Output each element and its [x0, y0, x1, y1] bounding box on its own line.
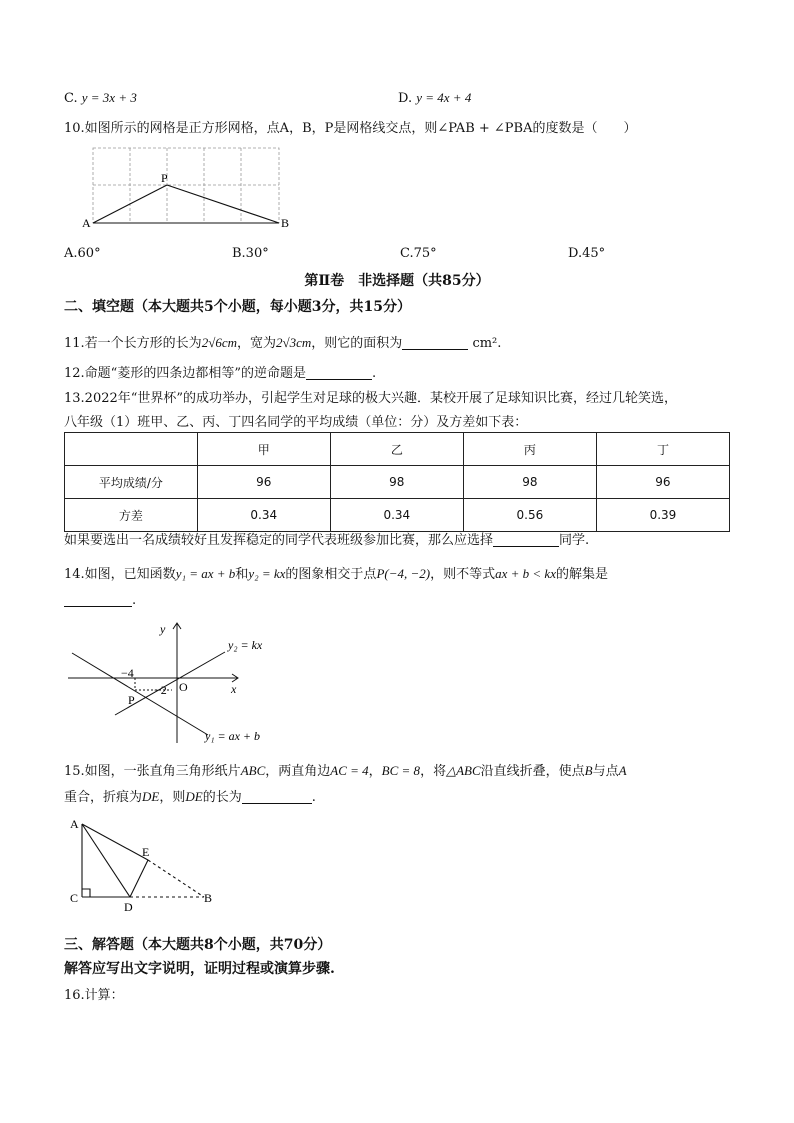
q11-mid: ，宽为: [236, 336, 276, 351]
q9-option-c-prefix: C.: [64, 91, 78, 106]
table-cell: 96: [197, 466, 330, 499]
q14-pre: 14.如图，已知函数: [64, 567, 176, 582]
q14-and: 和: [235, 567, 249, 582]
q15-bc: BC = 8: [381, 763, 421, 778]
table-header-cell: [65, 433, 198, 466]
table-row: [65, 466, 730, 499]
q14-end: .: [132, 593, 137, 608]
q15-line1: [64, 760, 627, 779]
q14-f2: y₂ = kx: [248, 566, 286, 581]
q15-label-b: B: [204, 891, 213, 905]
table-cell: 方差: [65, 499, 198, 532]
q15-label-a: A: [70, 817, 79, 831]
q10-option-d: D.45°: [568, 246, 606, 261]
q10-stem: 10.如图所示的网格是正方形网格，点A，B，P是网格线交点，则∠PAB + ∠PBA的度数是（ ）: [64, 121, 637, 136]
table-row: [65, 499, 730, 532]
q15-line2-pre: 重合，折痕为: [64, 790, 143, 805]
table-cell: 98: [463, 466, 596, 499]
table-header-cell: 丁: [596, 433, 729, 466]
q15-tri: △ABC: [446, 763, 481, 778]
q9-option-d: [398, 90, 471, 106]
q9-option-c-expr: y = 3x + 3: [81, 90, 137, 105]
q15-de: DE: [142, 789, 160, 804]
table-cell: 98: [330, 466, 463, 499]
q16-stem: 16.计算：: [64, 988, 124, 1003]
q11-pre: 11.若一个长方形的长为: [64, 336, 202, 351]
q9-option-c: [64, 90, 137, 106]
table-header-cell: 乙: [330, 433, 463, 466]
q15-abc: ABC: [240, 763, 266, 778]
q15-comma: ，: [368, 764, 382, 779]
q15-answer-blank[interactable]: [242, 789, 312, 804]
q10-label-p: P: [161, 171, 168, 185]
q14-stem: [64, 563, 608, 582]
q9-option-d-expr: y = 4x + 4: [416, 90, 472, 105]
q13-line1: 13.2022年“世界杯”的成功举办，引起学生对足球的极大兴趣．某校开展了足球知识比赛，经过几轮笑选，: [64, 391, 678, 406]
q11-width: 2√3cm: [276, 335, 312, 350]
q15-label-e: E: [142, 845, 150, 859]
q12-answer-blank[interactable]: [306, 365, 372, 380]
q11-answer-blank[interactable]: [402, 335, 468, 350]
q10-grid-figure: [78, 143, 298, 233]
q15-line1-mid2: ，将: [420, 764, 447, 779]
q11: [64, 332, 501, 351]
table-cell: 96: [596, 466, 729, 499]
q15-line1-post: 沿直线折叠，使点: [480, 764, 585, 779]
q14-tick-y: −2: [154, 683, 167, 697]
q13-after-pre: 如果要选出一名成绩较好且发挥稳定的同学代表班级参加比赛，那么应选择: [64, 533, 494, 548]
table-header-row: [65, 433, 730, 466]
q11-unit: cm².: [472, 336, 502, 351]
table-cell: 0.34: [330, 499, 463, 532]
q14-p-label: P: [128, 693, 135, 707]
q15-line1-pre: 15.如图，一张直角三角形纸片: [64, 764, 241, 779]
segment-ad: [82, 824, 130, 897]
q13-after-post: 同学.: [559, 533, 590, 548]
segment-de: [130, 860, 148, 897]
q14-post: 的解集是: [555, 567, 608, 582]
q10-label-b: B: [281, 216, 290, 230]
q15-end: .: [311, 790, 316, 805]
q15-a: A: [618, 763, 627, 778]
segment-eb: [148, 860, 204, 897]
table-header-cell: 甲: [197, 433, 330, 466]
q12-pre: 12.命题“菱形的四条边都相等”的逆命题是: [64, 366, 306, 381]
q15-line2: [64, 786, 316, 805]
grid-lines: [93, 148, 279, 223]
table-cell: 0.39: [596, 499, 729, 532]
q11-post: ，则它的面积为: [311, 336, 403, 351]
q10-option-b: B.30°: [232, 246, 269, 261]
q15-line1-post2: 与点: [592, 764, 619, 779]
right-angle-mark: [82, 889, 90, 897]
q13-answer-blank[interactable]: [493, 532, 559, 547]
q10-label-a: A: [82, 216, 91, 230]
q14-ineq: ax + b < kx: [495, 566, 556, 581]
q14-tick-x: −4: [121, 666, 134, 680]
q13-question: [64, 529, 589, 548]
q12-post: .: [371, 366, 377, 381]
table-cell: 0.56: [463, 499, 596, 532]
part2-title: 第Ⅱ卷 非选择题（共85分）: [304, 273, 490, 289]
q14-answer-line: [64, 592, 136, 608]
q15-ac: AC = 4: [330, 763, 369, 778]
q15-line2-post: 的长为: [202, 790, 242, 805]
q14-graph: [60, 615, 300, 747]
q15-de2: DE: [185, 789, 203, 804]
q15-label-d: D: [124, 900, 133, 914]
q11-length: 2√6cm: [201, 335, 237, 350]
part3-section: 三、解答题（本大题共8个小题，共70分）: [64, 937, 332, 953]
q14-y-label: y: [160, 622, 166, 636]
table-cell: 平均成绩/分: [65, 466, 198, 499]
table-header-cell: 丙: [463, 433, 596, 466]
triangle-pab: [93, 185, 279, 223]
q10-option-c: C.75°: [400, 246, 437, 261]
q15-label-c: C: [70, 891, 79, 905]
segment-ae: [82, 824, 148, 860]
q15-line1-mid: ，两直角边: [265, 764, 331, 779]
q13-line2: 八年级（1）班甲、乙、丙、丁四名同学的平均成绩（单位：分）及方差如下表：: [64, 415, 528, 430]
q13-score-table: [64, 432, 730, 532]
q15-b: B: [584, 763, 593, 778]
part3-note: 解答应写出文字说明，证明过程或演算步骤.: [64, 961, 335, 977]
q15-triangle-figure: [62, 812, 232, 916]
q14-mid: 的图象相交于点: [285, 567, 377, 582]
q14-origin-label: O: [179, 680, 188, 694]
q14-x-label: x: [231, 682, 237, 696]
q14-f1: y₁ = ax + b: [175, 566, 236, 581]
q9-option-d-prefix: D.: [398, 91, 413, 106]
table-cell: 0.34: [197, 499, 330, 532]
line-y1: [72, 653, 208, 735]
q10-option-a: A.60°: [64, 246, 101, 261]
q15-line2-mid: ，则: [159, 790, 186, 805]
q14-l1-label: y₁ = ax + b: [205, 729, 261, 743]
q14-mid2: ，则不等式: [430, 567, 496, 582]
q14-answer-blank[interactable]: [64, 592, 132, 607]
q12: [64, 362, 376, 381]
q14-l2-label: y₂ = kx: [228, 638, 263, 652]
q14-point: P(−4, −2): [376, 566, 431, 581]
part2-section: 二、填空题（本大题共5个小题，每小题3分，共15分）: [64, 299, 411, 315]
